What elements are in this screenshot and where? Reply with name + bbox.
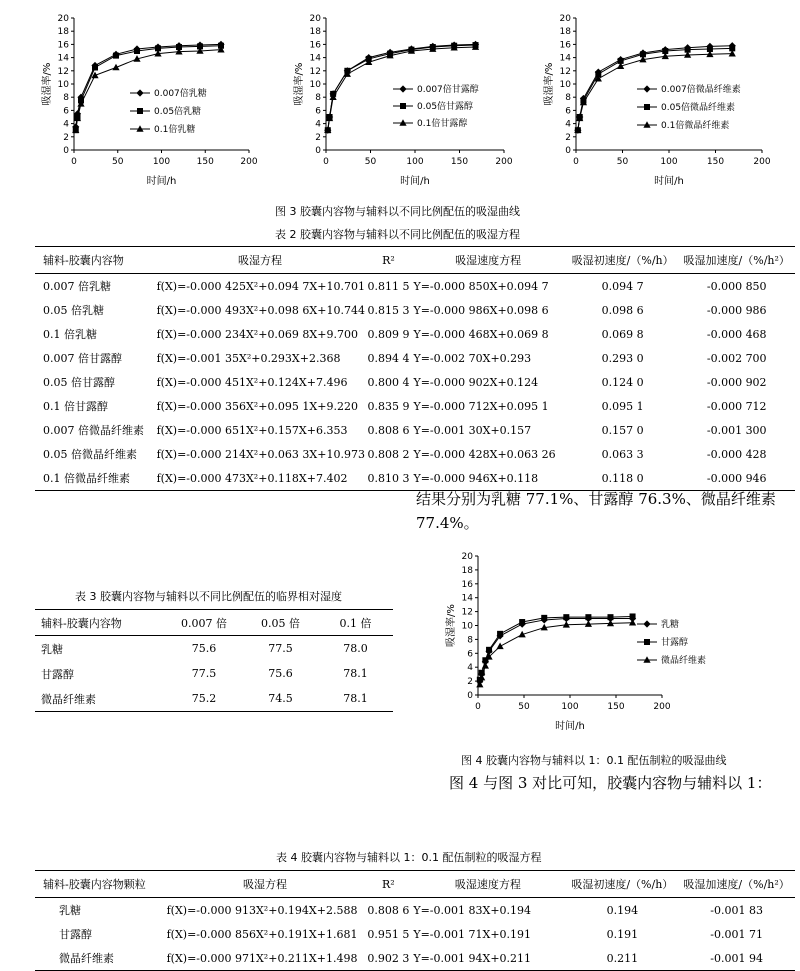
table4-cell: 0.951 5 xyxy=(367,927,410,941)
legend-marker xyxy=(644,639,650,645)
table2-cell: Y=-0.002 70X+0.293 xyxy=(413,351,532,365)
y-tick-label: 2 xyxy=(63,132,69,143)
table3-cell: 甘露醇 xyxy=(41,667,74,681)
table4-header: R² xyxy=(381,877,395,891)
figure3-caption: 图 3 胶囊内容物与辅料以不同比例配伍的吸湿曲线 xyxy=(275,205,520,218)
table4-header: 辅料-胶囊内容物颗粒 xyxy=(43,878,146,891)
table4-cell: 0.902 3 xyxy=(367,951,410,965)
y-tick-label: 2 xyxy=(565,132,571,143)
table2-cell: 0.808 2 xyxy=(367,447,410,461)
table4-cell: 0.211 xyxy=(606,951,639,965)
y-tick-label: 10 xyxy=(57,80,69,90)
x-tick-label: 150 xyxy=(450,157,469,167)
data-point xyxy=(541,615,547,621)
y-tick-label: 16 xyxy=(559,40,571,51)
y-tick-label: 14 xyxy=(559,53,571,64)
table2-cell: 0.05 倍甘露醇 xyxy=(43,376,115,389)
legend-label: 甘露醇 xyxy=(661,638,689,648)
table2-cell: f(X)=-0.001 35X²+0.293X+2.368 xyxy=(156,351,341,365)
table2-header-row xyxy=(35,247,795,274)
y-tick-label: 18 xyxy=(57,27,69,38)
table2-cell: 0.894 4 xyxy=(367,351,410,365)
table2-cell: 0.007 倍乳糖 xyxy=(43,280,111,293)
table2-cell: f(X)=-0.000 451X²+0.124X+7.496 xyxy=(156,375,348,389)
y-tick-label: 0 xyxy=(315,146,321,156)
x-tick-label: 100 xyxy=(561,702,579,712)
y-tick-label: 4 xyxy=(467,663,473,674)
legend xyxy=(393,83,479,129)
table2-cell: f(X)=-0.000 473X²+0.118X+7.402 xyxy=(156,471,348,485)
series-triangle xyxy=(476,619,636,687)
table4-cell: 0.194 xyxy=(606,903,639,917)
x-tick-label: 50 xyxy=(364,157,377,167)
table4-cell: -0.001 71 xyxy=(710,927,763,941)
y-tick-label: 4 xyxy=(565,119,571,130)
table2-row xyxy=(35,466,795,491)
x-tick-label: 200 xyxy=(753,157,771,167)
table3-cell: 75.6 xyxy=(268,667,293,680)
table4-header-row xyxy=(35,871,795,898)
y-axis-label: 吸湿率/% xyxy=(294,62,305,106)
y-tick-label: 8 xyxy=(565,93,571,104)
table2-cell: 0.835 9 xyxy=(367,399,410,413)
table4-cell: f(X)=-0.000 971X²+0.211X+1.498 xyxy=(166,951,358,965)
table2-cell: f(X)=-0.000 214X²+0.063 3X+10.973 xyxy=(156,447,365,461)
table2-header: 辅料-胶囊内容物 xyxy=(43,254,124,267)
x-tick-label: 50 xyxy=(616,157,629,167)
data-point xyxy=(563,614,569,620)
table3-cell: 75.2 xyxy=(191,692,217,705)
table2-cell: 0.098 6 xyxy=(601,303,644,317)
y-tick-label: 6 xyxy=(565,106,571,117)
body-text-line: 77.4%。 xyxy=(416,514,479,532)
table2-cell: -0.000 468 xyxy=(706,327,767,341)
table2-cell: 0.157 0 xyxy=(601,423,644,437)
table2-cell: f(X)=-0.000 234X²+0.069 8X+9.700 xyxy=(156,327,358,341)
x-tick-label: 150 xyxy=(607,702,625,712)
table2-cell: 0.810 3 xyxy=(367,471,410,485)
table4-cell: 微晶纤维素 xyxy=(59,952,114,965)
y-tick-label: 14 xyxy=(461,593,473,604)
x-tick-label: 100 xyxy=(660,157,678,167)
table3-row xyxy=(35,636,393,662)
table2-cell: Y=-0.000 468X+0.069 8 xyxy=(413,327,549,341)
table2-row xyxy=(35,346,795,370)
table3-cell: 78.1 xyxy=(343,692,368,705)
legend xyxy=(130,87,207,135)
table2-cell: f(X)=-0.000 425X²+0.094 7X+10.701 xyxy=(156,279,365,293)
y-tick-label: 2 xyxy=(315,132,321,143)
table4-header: 吸湿方程 xyxy=(242,878,287,891)
y-tick-label: 0 xyxy=(467,691,473,701)
data-point xyxy=(497,631,503,637)
table4-cell: 0.808 6 xyxy=(367,903,410,917)
table2-cell: Y=-0.000 850X+0.094 7 xyxy=(413,279,549,293)
table4-row xyxy=(35,946,795,971)
table3-caption: 表 3 胶囊内容物与辅料以不同比例配伍的临界相对湿度 xyxy=(75,590,342,603)
table2-cell: Y=-0.000 428X+0.063 26 xyxy=(413,447,556,461)
table2-cell: 0.811 5 xyxy=(367,279,410,293)
figure4-chart xyxy=(425,548,707,743)
table2-cell: 0.05 倍微晶纤维素 xyxy=(43,448,137,461)
table2-cell: 0.094 7 xyxy=(601,279,644,293)
table4-row xyxy=(35,898,795,923)
y-tick-label: 20 xyxy=(559,14,571,24)
x-tick-label: 0 xyxy=(475,702,481,712)
table3-row xyxy=(35,686,393,712)
series-line xyxy=(76,46,221,130)
table2-row xyxy=(35,370,795,394)
table4-header: 吸湿初速度/（%/h） xyxy=(571,878,674,891)
table4-header: 吸湿速度方程 xyxy=(454,878,521,891)
table2-caption: 表 2 胶囊内容物与辅料以不同比例配伍的吸湿方程 xyxy=(275,228,520,241)
legend xyxy=(637,83,741,131)
legend-label: 0.1倍甘露醇 xyxy=(417,119,468,129)
table3-cell: 乳糖 xyxy=(41,642,63,656)
x-tick-label: 0 xyxy=(323,157,329,167)
table4-cell: 乳糖 xyxy=(59,904,81,917)
legend-label: 0.007倍微晶纤维素 xyxy=(661,85,741,95)
x-tick-label: 200 xyxy=(240,157,258,167)
table2-row xyxy=(35,298,795,322)
legend-marker xyxy=(137,108,143,114)
table2-cell: -0.001 300 xyxy=(706,423,767,437)
table2-row xyxy=(35,274,795,299)
table2-cell: f(X)=-0.000 493X²+0.098 6X+10.744 xyxy=(156,303,365,317)
legend-label: 0.1倍乳糖 xyxy=(154,125,196,135)
x-tick-label: 0 xyxy=(573,157,579,167)
figure4-caption: 图 4 胶囊内容物与辅料以 1：0.1 配伍制粒的吸湿曲线 xyxy=(461,754,727,767)
legend-marker xyxy=(400,103,406,109)
legend-label: 0.007倍乳糖 xyxy=(154,89,207,99)
legend-label: 乳糖 xyxy=(661,620,680,630)
data-point xyxy=(519,619,525,625)
table2-cell: 0.800 4 xyxy=(367,375,410,389)
data-point xyxy=(113,53,119,59)
x-axis-label: 时间/h xyxy=(146,176,177,187)
y-axis-label: 吸湿率/% xyxy=(446,604,457,647)
legend-marker xyxy=(643,620,650,627)
y-tick-label: 12 xyxy=(57,66,69,77)
table2-cell: 0.293 0 xyxy=(601,351,644,365)
y-tick-label: 0 xyxy=(565,146,571,156)
table4-cell: 甘露醇 xyxy=(59,928,92,941)
data-point xyxy=(585,614,591,620)
data-point xyxy=(629,619,636,626)
y-tick-label: 6 xyxy=(63,106,69,117)
y-tick-label: 16 xyxy=(57,40,69,51)
table3-row xyxy=(35,661,393,686)
y-tick-label: 2 xyxy=(467,677,473,688)
y-tick-label: 6 xyxy=(467,649,473,660)
table2-cell: 0.808 6 xyxy=(367,423,410,437)
table2-cell: f(X)=-0.000 356X²+0.095 1X+9.220 xyxy=(156,399,358,413)
body-text-line: 结果分别为乳糖 77.1%、甘露醇 76.3%、微晶纤维素 xyxy=(416,490,776,508)
table4 xyxy=(35,870,795,971)
y-tick-label: 10 xyxy=(559,80,571,90)
x-axis-label: 时间/h xyxy=(555,721,585,732)
table3-cell: 78.0 xyxy=(343,642,368,655)
series-diamond xyxy=(72,41,224,131)
table3-cell: 77.5 xyxy=(268,642,293,655)
y-tick-label: 10 xyxy=(461,621,473,632)
table2-header: 吸湿加速度/（%/h²） xyxy=(683,254,790,267)
legend-label: 0.05倍甘露醇 xyxy=(417,102,474,112)
table2-row xyxy=(35,418,795,442)
table3-header: 0.1 倍 xyxy=(339,616,372,630)
table2-cell: Y=-0.000 902X+0.124 xyxy=(413,375,539,389)
y-tick-label: 14 xyxy=(309,53,321,64)
table2-cell: 0.095 1 xyxy=(601,399,644,413)
table3-cell: 75.6 xyxy=(191,642,217,655)
table4-row xyxy=(35,922,795,946)
table3-cell: 77.5 xyxy=(191,667,217,680)
x-tick-label: 150 xyxy=(706,157,725,167)
table2-cell: -0.000 902 xyxy=(706,375,767,389)
y-tick-label: 0 xyxy=(63,146,69,156)
data-point xyxy=(486,647,492,653)
figure3-chart-3 xyxy=(533,10,778,190)
x-axis-label: 时间/h xyxy=(400,176,430,187)
table4-cell: Y=-0.001 83X+0.194 xyxy=(413,903,532,917)
x-tick-label: 50 xyxy=(518,702,530,712)
y-tick-label: 8 xyxy=(315,93,321,104)
y-tick-label: 20 xyxy=(461,552,473,562)
table3-header: 0.007 倍 xyxy=(181,616,227,630)
table2-cell: 0.124 0 xyxy=(601,375,644,389)
legend-label: 0.05倍微晶纤维素 xyxy=(661,103,736,113)
data-point xyxy=(630,613,636,619)
table4-cell: 0.191 xyxy=(606,927,639,941)
data-point xyxy=(607,614,613,620)
table2-header: 吸湿速度方程 xyxy=(455,254,522,267)
table4-caption: 表 4 胶囊内容物与辅料以 1：0.1 配伍制粒的吸湿方程 xyxy=(276,851,542,864)
y-tick-label: 8 xyxy=(63,93,69,104)
table3-cell: 74.5 xyxy=(268,692,293,705)
y-tick-label: 20 xyxy=(309,14,321,24)
table2-cell: -0.000 712 xyxy=(706,399,767,413)
table3-cell: 微晶纤维素 xyxy=(41,692,96,706)
y-axis-label: 吸湿率/% xyxy=(42,62,53,106)
table2-cell: 0.007 倍微晶纤维素 xyxy=(43,424,144,437)
legend-marker xyxy=(643,85,650,92)
legend-label: 0.007倍甘露醇 xyxy=(417,85,479,95)
y-tick-label: 20 xyxy=(57,14,69,24)
table2-cell: Y=-0.000 946X+0.118 xyxy=(413,471,539,485)
table2-cell: 0.007 倍甘露醇 xyxy=(43,352,122,365)
table2 xyxy=(35,246,795,491)
legend-label: 0.1倍微晶纤维素 xyxy=(661,121,730,131)
table2-cell: -0.000 986 xyxy=(706,303,767,317)
table2-row xyxy=(35,394,795,418)
table4-cell: Y=-0.001 71X+0.191 xyxy=(413,927,532,941)
y-tick-label: 4 xyxy=(315,119,321,130)
data-point xyxy=(496,643,503,650)
x-tick-label: 100 xyxy=(406,157,424,167)
legend xyxy=(637,618,706,666)
y-tick-label: 12 xyxy=(461,607,473,618)
data-point xyxy=(134,48,140,54)
table2-header: R² xyxy=(382,253,395,267)
table2-cell: 0.809 9 xyxy=(367,327,410,341)
table2-header: 吸湿方程 xyxy=(238,254,283,267)
y-tick-label: 16 xyxy=(461,579,473,590)
table2-cell: 0.1 倍甘露醇 xyxy=(43,400,108,413)
table2-cell: 0.05 倍乳糖 xyxy=(43,304,104,317)
table2-cell: 0.063 3 xyxy=(601,447,644,461)
x-tick-label: 0 xyxy=(71,157,77,167)
table4-cell: -0.001 94 xyxy=(710,951,763,965)
table4-cell: Y=-0.001 94X+0.211 xyxy=(413,951,532,965)
y-tick-label: 12 xyxy=(559,66,571,77)
table4-header: 吸湿加速度/（%/h²） xyxy=(683,878,790,891)
table2-cell: -0.000 946 xyxy=(706,471,767,485)
table3-header: 0.05 倍 xyxy=(261,616,300,630)
table3-header: 辅料-胶囊内容物 xyxy=(41,616,122,630)
table2-header: 吸湿初速度/（%/h） xyxy=(571,254,674,267)
table2-cell: 0.069 8 xyxy=(601,327,644,341)
y-tick-label: 4 xyxy=(63,119,69,130)
legend-label: 微晶纤维素 xyxy=(661,656,707,666)
table4-cell: f(X)=-0.000 856X²+0.191X+1.681 xyxy=(166,927,358,941)
table2-row xyxy=(35,442,795,466)
y-tick-label: 18 xyxy=(309,27,321,38)
y-tick-label: 8 xyxy=(467,635,473,646)
table2-cell: -0.002 700 xyxy=(706,351,767,365)
table2-cell: -0.000 850 xyxy=(706,279,767,293)
x-tick-label: 200 xyxy=(495,157,513,167)
y-tick-label: 18 xyxy=(559,27,571,38)
table3-header-row xyxy=(35,610,393,636)
table2-cell: 0.1 倍微晶纤维素 xyxy=(43,472,130,485)
x-tick-label: 150 xyxy=(196,157,214,167)
x-tick-label: 100 xyxy=(152,157,171,167)
table4-cell: f(X)=-0.000 913X²+0.194X+2.588 xyxy=(166,903,358,917)
x-axis-label: 时间/h xyxy=(654,176,684,187)
table2-cell: 0.1 倍乳糖 xyxy=(43,328,97,341)
figure3-chart-1 xyxy=(30,10,262,190)
y-tick-label: 16 xyxy=(309,40,321,51)
table2-cell: Y=-0.001 30X+0.157 xyxy=(413,423,532,437)
y-tick-label: 14 xyxy=(57,53,69,64)
table3 xyxy=(35,609,393,712)
x-tick-label: 200 xyxy=(653,702,671,712)
table2-cell: f(X)=-0.000 651X²+0.157X+6.353 xyxy=(156,423,348,437)
legend-marker xyxy=(644,104,650,110)
x-tick-label: 50 xyxy=(112,157,124,167)
body-text-line: 图 4 与图 3 对比可知，胶囊内容物与辅料以 1： xyxy=(449,774,772,792)
table4-cell: -0.001 83 xyxy=(710,903,763,917)
legend-marker xyxy=(399,85,406,92)
table2-cell: 0.118 0 xyxy=(601,471,644,485)
figure3-chart-2 xyxy=(283,10,515,190)
y-tick-label: 6 xyxy=(315,106,321,117)
series-line xyxy=(480,619,633,682)
legend-marker xyxy=(136,89,143,96)
table2-cell: 0.815 3 xyxy=(367,303,410,317)
y-tick-label: 10 xyxy=(309,80,321,90)
data-point xyxy=(92,65,98,71)
legend-label: 0.05倍乳糖 xyxy=(154,107,202,117)
table2-cell: Y=-0.000 986X+0.098 6 xyxy=(413,303,549,317)
table2-row xyxy=(35,322,795,346)
y-axis-label: 吸湿率/% xyxy=(544,62,555,106)
table3-cell: 78.1 xyxy=(343,667,368,680)
table2-cell: Y=-0.000 712X+0.095 1 xyxy=(413,399,549,413)
y-tick-label: 12 xyxy=(309,66,321,77)
table2-cell: -0.000 428 xyxy=(706,447,767,461)
y-tick-label: 18 xyxy=(461,565,473,576)
